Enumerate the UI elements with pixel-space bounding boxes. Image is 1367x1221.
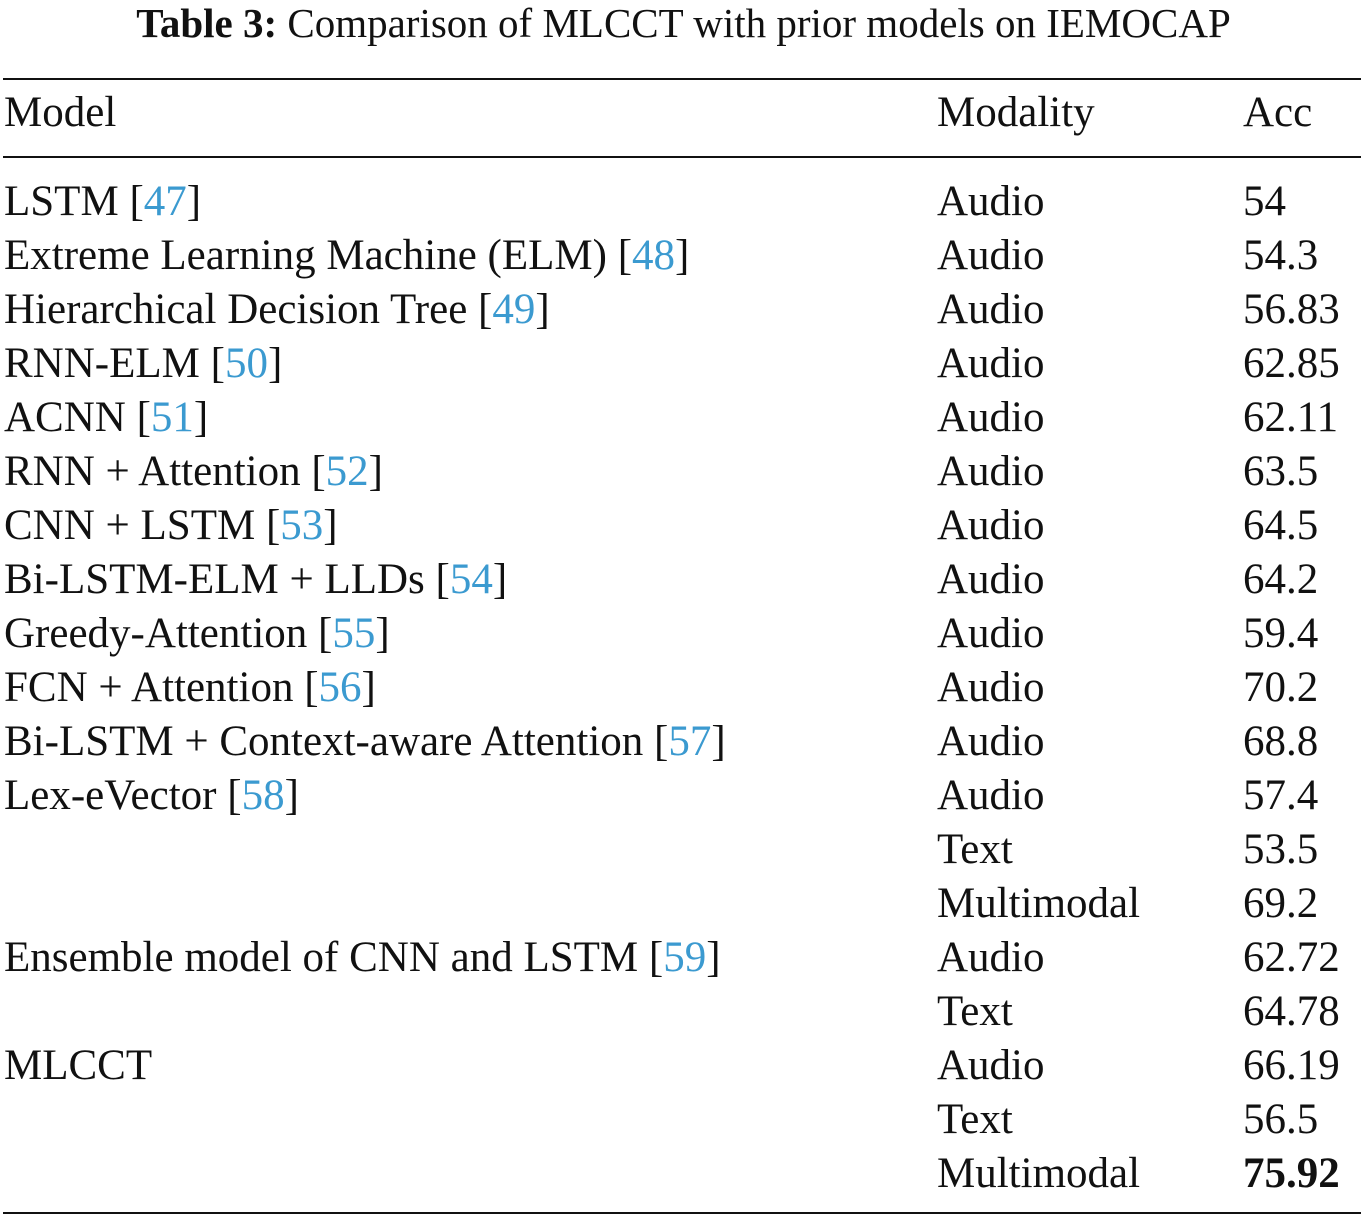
cell-modality: Audio [937,286,1045,333]
citation-link[interactable]: 52 [325,448,369,495]
citation-link[interactable]: 49 [492,286,536,333]
model-name: CNN + LSTM [4,502,256,549]
cell-modality: Text [937,1096,1013,1143]
citation-link[interactable]: 53 [280,502,324,549]
table-caption-text: Comparison of MLCCT with prior models on IEMOCAP [287,0,1231,46]
table-caption [0,0,1367,48]
model-name: RNN-ELM [4,340,200,387]
cell-acc-best: 75.92 [1243,1150,1340,1197]
table-row [0,661,1367,715]
cell-acc: 56.83 [1243,286,1340,333]
model-name: Greedy-Attention [4,610,308,657]
cell-modality: Audio [937,556,1045,603]
cell-model: Bi-LSTM-ELM + LLDs [54] [4,556,508,603]
citation-link[interactable]: 51 [150,394,194,441]
cell-modality: Audio [937,178,1045,225]
cell-modality: Audio [937,394,1045,441]
header-acc: Acc [1243,89,1313,136]
cell-model [4,1039,152,1093]
cell-acc: 62.11 [1243,394,1339,441]
model-name: Ensemble model of CNN and LSTM [4,934,639,981]
cell-model: ACNN [51] [4,394,209,441]
citation-link[interactable]: 56 [318,664,362,711]
table-row [0,1039,1367,1093]
table-row [0,931,1367,985]
table-row [0,553,1367,607]
citation-link[interactable]: 58 [241,772,285,819]
cell-modality: Audio [937,340,1045,387]
model-name: Extreme Learning Machine (ELM) [4,232,607,279]
cell-acc: 57.4 [1243,772,1319,819]
cell-modality: Audio [937,934,1045,981]
cell-acc: 56.5 [1243,1096,1319,1143]
cell-modality: Audio [937,664,1045,711]
model-name: RNN + Attention [4,448,301,495]
cell-acc: 62.72 [1243,934,1340,981]
table-row [0,445,1367,499]
table-row [0,769,1367,823]
cell-model: RNN-ELM [50] [4,340,283,387]
cell-modality: Audio [937,502,1045,549]
table-row [0,1093,1367,1147]
cell-modality: Multimodal [937,880,1141,927]
citation-link[interactable]: 55 [332,610,376,657]
table-row [0,1147,1367,1201]
citation-link[interactable]: 59 [663,934,707,981]
table-row [0,283,1367,337]
citation-link[interactable]: 47 [143,178,187,225]
model-name: Bi-LSTM-ELM + LLDs [4,556,425,603]
cell-acc: 59.4 [1243,610,1319,657]
cell-model: CNN + LSTM [53] [4,502,338,549]
model-name: MLCCT [4,1042,153,1089]
cell-model: RNN + Attention [52] [4,448,383,495]
cell-acc: 53.5 [1243,826,1319,873]
cell-acc: 54 [1243,178,1286,225]
cell-model: LSTM [47] [4,178,202,225]
cell-modality: Text [937,988,1013,1035]
table-row [0,229,1367,283]
table-bottom-rule [3,1212,1361,1214]
cell-modality: Audio [937,718,1045,765]
table-row [0,175,1367,229]
cell-modality: Audio [937,772,1045,819]
table-row [0,391,1367,445]
model-name: FCN + Attention [4,664,294,711]
model-name: LSTM [4,178,119,225]
table-row [0,877,1367,931]
cell-model: Lex-eVector [58] [4,772,299,819]
header-modality: Modality [937,89,1095,136]
cell-acc: 54.3 [1243,232,1319,279]
table-top-rule [3,78,1361,80]
cell-model: Extreme Learning Machine (ELM) [48] [4,232,690,279]
table-row [0,715,1367,769]
cell-acc: 66.19 [1243,1042,1340,1089]
cell-acc: 70.2 [1243,664,1319,711]
model-name: Bi-LSTM + Context-aware Attention [4,718,644,765]
table-header-rule [3,156,1361,158]
cell-acc: 63.5 [1243,448,1319,495]
table-caption-label: Table 3: [136,0,278,46]
cell-acc: 64.5 [1243,502,1319,549]
cell-model: Ensemble model of CNN and LSTM [59] [4,934,721,981]
cell-model: Greedy-Attention [55] [4,610,390,657]
table-header-row [0,86,1367,140]
cell-modality: Multimodal [937,1150,1141,1197]
cell-model: Hierarchical Decision Tree [49] [4,286,550,333]
model-name: Lex-eVector [4,772,217,819]
header-model: Model [4,89,117,136]
cell-modality: Audio [937,610,1045,657]
citation-link[interactable]: 57 [668,718,712,765]
table-row [0,499,1367,553]
cell-acc: 68.8 [1243,718,1319,765]
citation-link[interactable]: 54 [449,556,493,603]
cell-modality: Audio [937,448,1045,495]
table-row [0,985,1367,1039]
cell-acc: 62.85 [1243,340,1340,387]
cell-modality: Audio [937,232,1045,279]
cell-model: Bi-LSTM + Context-aware Attention [57] [4,718,726,765]
cell-acc: 64.78 [1243,988,1340,1035]
cell-modality: Audio [937,1042,1045,1089]
cell-acc: 69.2 [1243,880,1319,927]
citation-link[interactable]: 48 [632,232,676,279]
table-row [0,823,1367,877]
model-name: ACNN [4,394,126,441]
table-row [0,337,1367,391]
cell-modality: Text [937,826,1013,873]
model-name: Hierarchical Decision Tree [4,286,468,333]
cell-acc: 64.2 [1243,556,1319,603]
citation-link[interactable]: 50 [224,340,268,387]
cell-model: FCN + Attention [56] [4,664,376,711]
table-row [0,607,1367,661]
